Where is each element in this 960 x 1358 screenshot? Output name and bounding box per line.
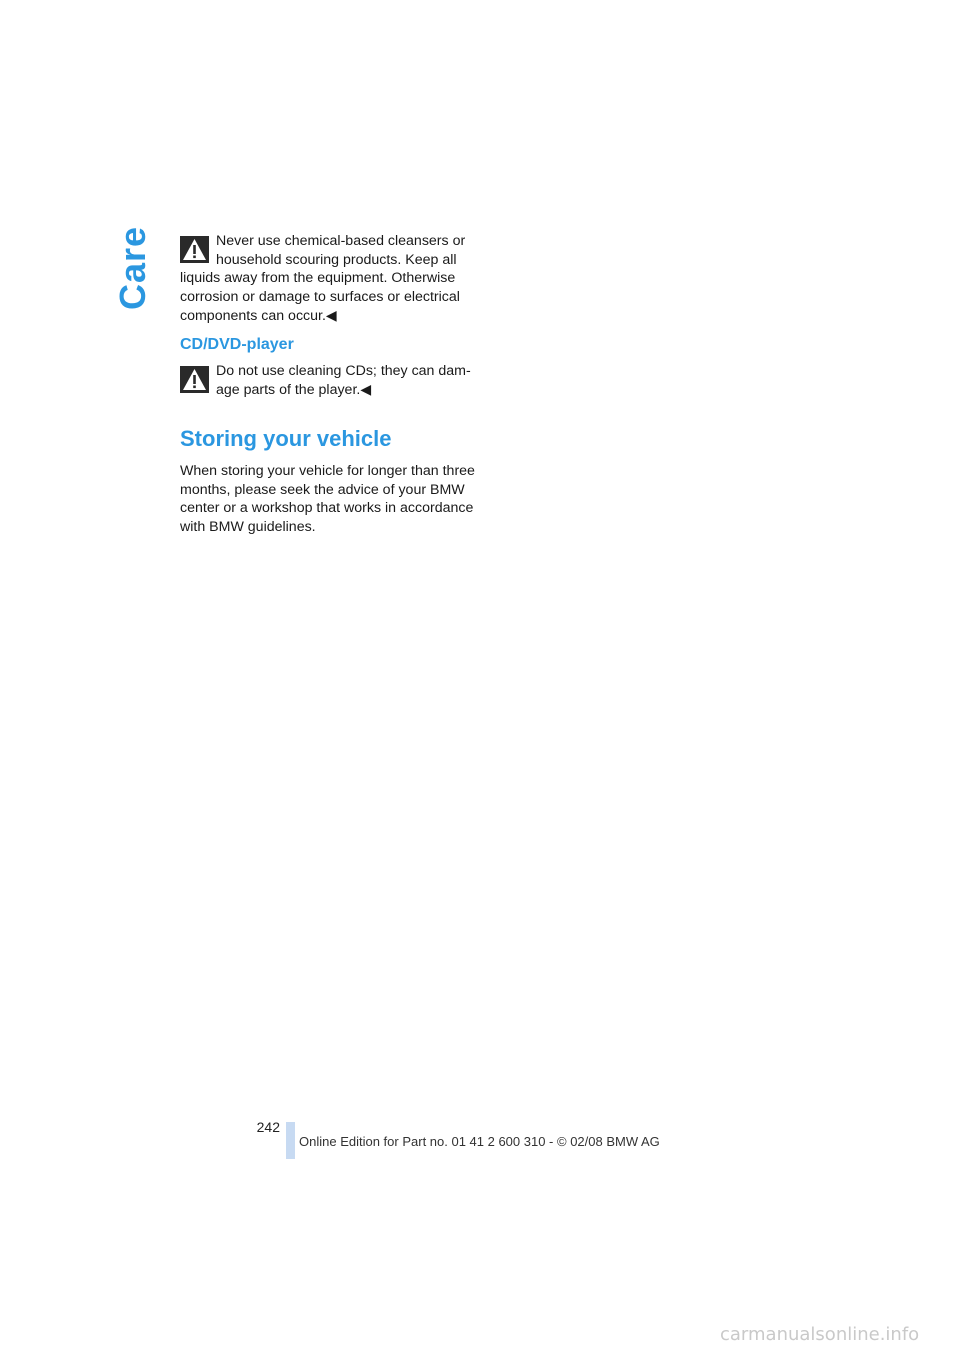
body-line: When storing your vehicle for longer than three	[180, 463, 475, 479]
watermark: carmanualsonline.info	[720, 1324, 920, 1345]
warning-triangle-icon	[180, 236, 209, 263]
warning-line: Never use chemical-based cleansers or	[216, 233, 466, 249]
warning-line: corrosion or damage to surfaces or electrical	[180, 289, 460, 306]
section-heading-cd-dvd: CD/DVD-player	[180, 336, 294, 353]
page-number: 242	[256, 1119, 280, 1135]
warning-line: components can occur.◀	[180, 307, 337, 324]
section-tab-care	[112, 225, 154, 311]
body-line: with BMW guidelines.	[180, 519, 316, 536]
footer-edition-text: Online Edition for Part no. 01 41 2 600 310 - © 02/08 BMW AG	[299, 1134, 660, 1149]
section-tab-label: Care	[112, 225, 153, 311]
warning-line: Do not use cleaning CDs; they can dam-	[216, 363, 471, 379]
footer-accent-bar	[286, 1122, 295, 1159]
body-line: months, please seek the advice of your BMW	[180, 481, 465, 498]
warning-triangle-icon	[180, 366, 209, 393]
warning-line: household scouring products. Keep all	[216, 251, 457, 268]
warning-line: age parts of the player.◀	[216, 381, 372, 398]
section-heading-storing: Storing your vehicle	[180, 426, 392, 451]
warning-line: liquids away from the equipment. Otherwise	[180, 270, 456, 287]
body-line: center or a workshop that works in accordance	[180, 500, 474, 517]
